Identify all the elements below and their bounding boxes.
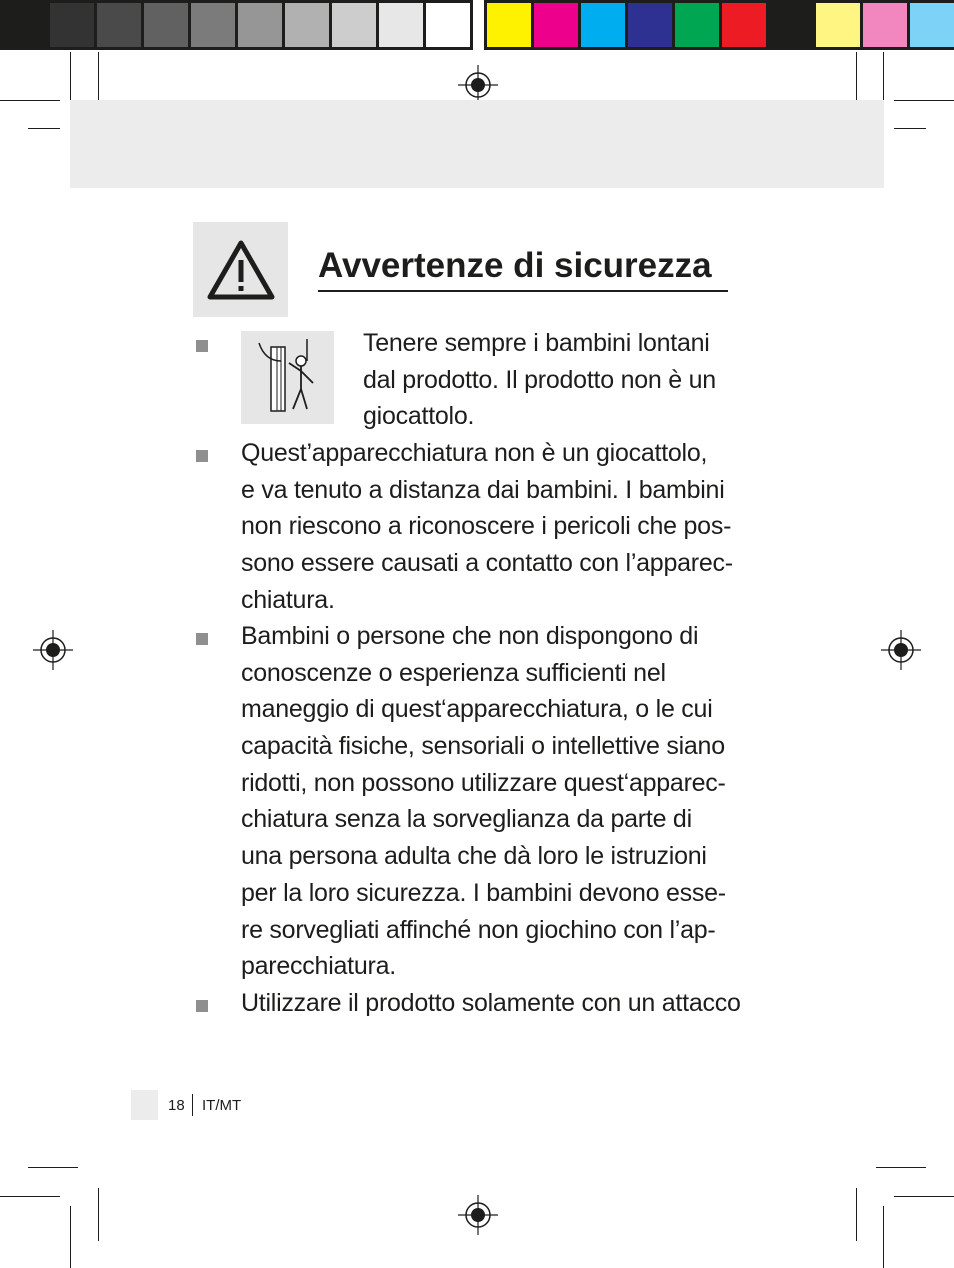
color-swatch [50,0,97,50]
color-swatch [675,0,722,50]
registration-mark-right [881,630,921,670]
color-swatch [0,0,50,50]
item-4-text [241,985,771,1022]
text-line: chiatura. [241,585,335,614]
text-line: Tenere sempre i bambini lontani [363,329,710,357]
gray-calibration-bar [0,0,473,50]
crop-mark [876,1167,926,1168]
bullet-marker [196,450,208,462]
registration-mark-bottom [458,1195,498,1235]
color-calibration-bar [484,0,954,50]
color-swatch [722,0,769,50]
text-line: non riescono a riconoscere i pericoli che pos- [241,512,732,541]
color-swatch [332,0,379,50]
page-title: Avvertenze di sicurezza [318,246,712,285]
text-line: re sorvegliati affinché non giochino con l’ap- [241,915,716,944]
color-swatch [144,0,191,50]
color-swatch [426,0,473,50]
color-swatch [97,0,144,50]
text-line: e va tenuto a distanza dai bambini. I bambini [241,475,725,504]
crop-mark [856,1188,857,1241]
color-swatch [863,0,910,50]
text-line: capacità fisiche, sensoriali o intellettive siano [241,732,725,761]
crop-mark [98,52,99,105]
header-band [70,100,884,188]
crop-mark [28,128,60,129]
text-line: giocattolo. [363,402,475,431]
footer-tab-marker [131,1090,158,1120]
text-line: conoscenze o esperienza sufficienti nel [241,658,666,687]
crop-mark [856,52,857,105]
bullet-marker [196,340,208,352]
warning-triangle-icon [193,222,288,317]
item-2-text [241,435,771,618]
title-underline [318,290,728,292]
text-line: per la loro sicurezza. I bambini devono esse- [241,878,726,907]
crop-mark [0,100,60,101]
color-swatch [379,0,426,50]
crop-mark [894,1196,954,1197]
color-swatch [238,0,285,50]
crop-mark [894,100,954,101]
text-line: una persona adulta che dà loro le istruzioni [241,842,707,871]
color-swatch [484,0,534,50]
crop-mark [894,128,926,129]
language-code: IT/MT [202,1097,242,1114]
crop-mark [0,1196,60,1197]
footer-divider [192,1094,193,1116]
crop-mark [98,1188,99,1241]
crop-mark [70,1206,71,1268]
text-line: Bambini o persone che non dispongono di [241,622,699,650]
text-line: parecchiatura. [241,952,396,981]
registration-mark-left [33,630,73,670]
item-3-text [241,618,771,985]
text-line: sono essere causati a contatto con l’apparec- [241,549,733,578]
color-swatch [816,0,863,50]
color-swatch [191,0,238,50]
child-safety-icon [241,331,334,424]
text-line: maneggio di quest‘apparecchiatura, o le cui [241,695,713,724]
text-line: dal prodotto. Il prodotto non è un [363,365,716,394]
text-line: chiatura senza la sorveglianza da parte di [241,805,692,834]
crop-mark [883,1206,884,1268]
color-swatch [581,0,628,50]
text-line: Utilizzare il prodotto solamente con un attacco [241,989,741,1017]
item-1-text [363,325,763,435]
bullet-marker [196,1000,208,1012]
color-swatch [910,0,954,50]
color-swatch [285,0,332,50]
color-swatch [534,0,581,50]
page-number: 18 [168,1097,185,1114]
color-swatch [769,0,816,50]
registration-mark-top [458,65,498,105]
text-line: Quest’apparecchiatura non è un giocattolo, [241,439,708,467]
crop-mark [28,1167,78,1168]
text-line: ridotti, non possono utilizzare quest‘apparec- [241,768,726,797]
bullet-marker [196,633,208,645]
color-swatch [628,0,675,50]
